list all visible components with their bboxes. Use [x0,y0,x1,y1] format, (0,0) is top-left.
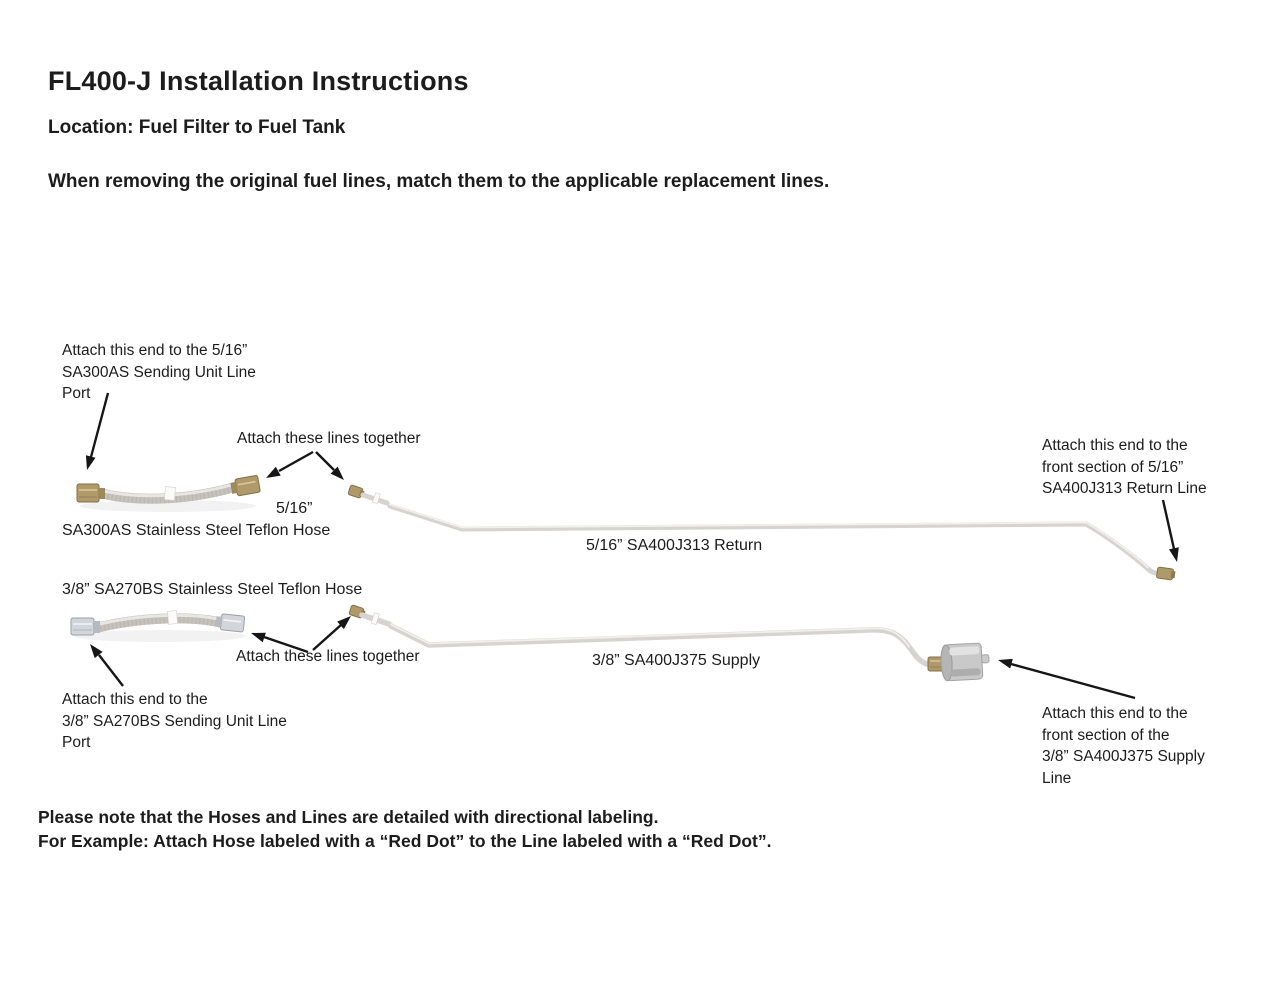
hose-fitting-brass-left [77,484,105,502]
arrow-sending-unit-bottom [90,644,123,686]
footer-note [38,805,771,853]
return-line-end-fitting-rear [1156,567,1175,580]
note-attach-together-top: Attach these lines together [237,430,421,447]
arrow-sending-unit-top [86,393,108,470]
supply-line-label: 3/8” SA400J375 Supply [592,652,761,669]
fuel-filter-photo [940,643,990,681]
hose-size-label-top: 5/16” [276,500,313,517]
intro-text: When removing the original fuel lines, match them to the applicable replacement lines. [48,171,830,192]
filter-outlet-nipple [982,655,989,663]
return-line-label: 5/16” SA400J313 Return [586,537,763,554]
hose-fitting-chrome-left [71,618,100,635]
location-heading: Location: Fuel Filter to Fuel Tank [48,117,346,138]
note-return-front-section: Attach this end to the front section of 5/16” SA400J313 Return Line [1042,437,1207,497]
page-title: FL400-J Installation Instructions [48,66,469,96]
note-sending-unit-top: Attach this end to the 5/16” SA300AS Sending Unit Line Port [62,342,256,402]
note-supply-front-section: Attach this end to the front section of the 3/8” SA400J375 Supply Line [1042,705,1205,787]
hose-label-sa300as: SA300AS Stainless Steel Teflon Hose [62,522,331,539]
arrow-join-top-left [266,452,313,478]
arrow-fuel-filter [998,659,1135,698]
arrow-return-rear-end [1163,500,1179,562]
footer-note-line1: Please note that the Hoses and Lines are detailed with directional labeling. [38,807,659,827]
hose-label-sa270bs: 3/8” SA270BS Stainless Steel Teflon Hose [62,581,363,598]
hose-label-band [164,487,175,501]
top-hose-photo [77,475,260,502]
arrow-join-bottom-right [313,616,351,650]
footer-note-line2: For Example: Attach Hose labeled with a “Red Dot” to the Line labeled with a “Red Dot”. [38,831,772,851]
hose-fitting-brass-right [230,475,261,497]
note-attach-together-bottom: Attach these lines together [236,648,420,665]
arrow-join-top-right [316,452,344,480]
note-sending-unit-bottom: Attach this end to the 3/8” SA270BS Sending Unit Line Port [62,691,287,751]
hose-label-band [167,611,177,625]
hose-fitting-chrome-right [215,613,245,632]
